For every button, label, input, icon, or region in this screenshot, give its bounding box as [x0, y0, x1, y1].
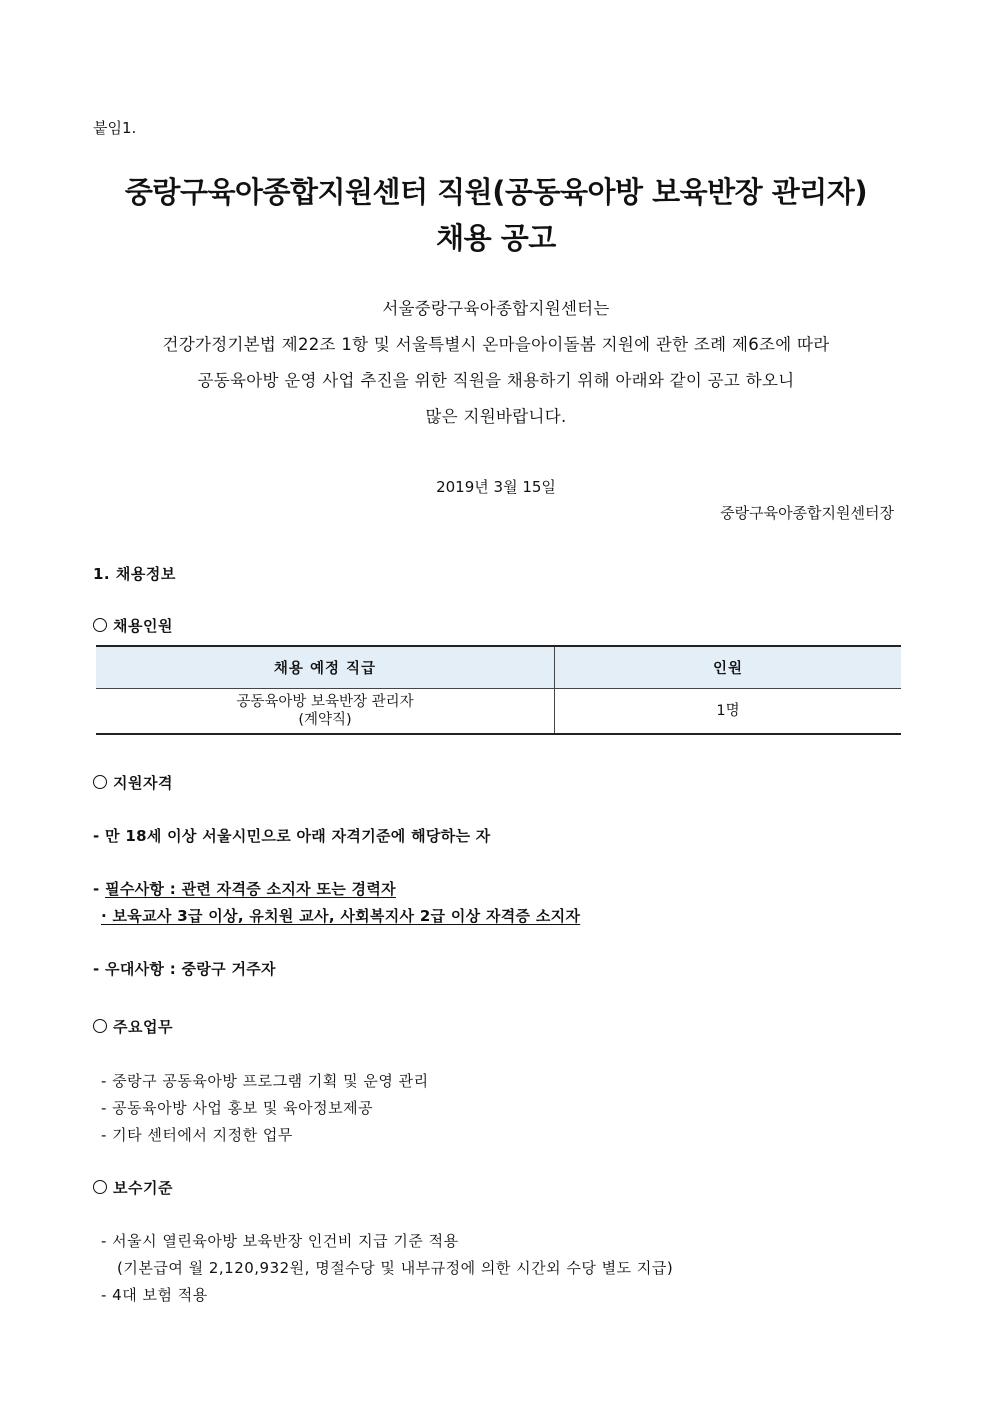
notice-title-line2: 채용 공고: [436, 221, 556, 255]
intro-line4: 많은 지원바랍니다.: [425, 407, 567, 426]
list-item: - 기타 센터에서 지정한 업무: [101, 1126, 293, 1144]
signer: 중랑구육아종합지원센터장: [720, 504, 894, 522]
table-cell-position: [96, 689, 555, 735]
notice-title-line1: 중랑구육아종합지원센터 직원(공동육아방 보육반장 관리자): [124, 175, 868, 209]
circle-bullet-icon: [93, 1019, 107, 1033]
recruitment-table: [96, 645, 901, 735]
list-item: - 중랑구 공동육아방 프로그램 기획 및 운영 관리: [101, 1072, 429, 1090]
subheading-salary-label: 보수기준: [113, 1179, 173, 1197]
qualification-age: - 만 18세 이상 서울시민으로 아래 자격기준에 해당하는 자: [93, 827, 491, 845]
qualification-preferred: - 우대사항 : 중랑구 거주자: [93, 960, 276, 978]
circle-bullet-icon: [93, 1180, 107, 1194]
circle-bullet-icon: [93, 618, 107, 632]
circle-bullet-icon: [93, 775, 107, 789]
table-cell-count: 1명: [555, 689, 902, 735]
table-header-position: 채용 예정 직급: [96, 646, 555, 689]
list-item: (기본급여 월 2,120,932원, 명절수당 및 내부규정에 의한 시간외 수당 별도 지급): [117, 1259, 674, 1277]
intro-line1: 서울중랑구육아종합지원센터는: [382, 299, 610, 318]
required-text: 필수사항 : 관련 자격증 소지자 또는 경력자: [105, 880, 396, 898]
position-name: 공동육아방 보육반장 관리자: [236, 694, 414, 710]
subheading-salary: [93, 1177, 173, 1198]
list-item: - 공동육아방 사업 홍보 및 육아정보제공: [101, 1099, 374, 1117]
list-item: - 서울시 열린육아방 보육반장 인건비 지급 기준 적용: [101, 1232, 459, 1250]
qualification-required: [93, 878, 396, 899]
qualification-required-detail: [101, 905, 580, 926]
subheading-recruitment: [93, 615, 173, 636]
subheading-qualification-label: 지원자격: [113, 774, 173, 792]
subheading-qualification: [93, 772, 173, 793]
subheading-recruitment-label: 채용인원: [113, 617, 173, 635]
table-header-count: 인원: [555, 646, 902, 689]
section-heading-hiring-info: 1. 채용정보: [93, 565, 176, 583]
attachment-label: 붙임1.: [93, 119, 137, 137]
intro-line3: 공동육아방 운영 사업 추진을 위한 직원을 채용하기 위해 아래와 같이 공고 하오니: [197, 371, 795, 390]
table-header-row: [96, 646, 901, 689]
table-row: [96, 689, 901, 735]
intro-line2: 건강가정기본법 제22조 1항 및 서울특별시 온마을아이돌봄 지원에 관한 조례 제6조에 따라: [162, 335, 830, 354]
required-detail-text: · 보육교사 3급 이상, 유치원 교사, 사회복지사 2급 이상 자격증 소지자: [101, 907, 581, 925]
list-item: - 4대 보험 적용: [101, 1286, 208, 1304]
notice-date: 2019년 3월 15일: [436, 478, 556, 496]
position-type: (계약직): [298, 712, 352, 728]
subheading-duties: [93, 1016, 173, 1037]
required-prefix: -: [93, 880, 106, 898]
subheading-duties-label: 주요업무: [113, 1018, 173, 1036]
